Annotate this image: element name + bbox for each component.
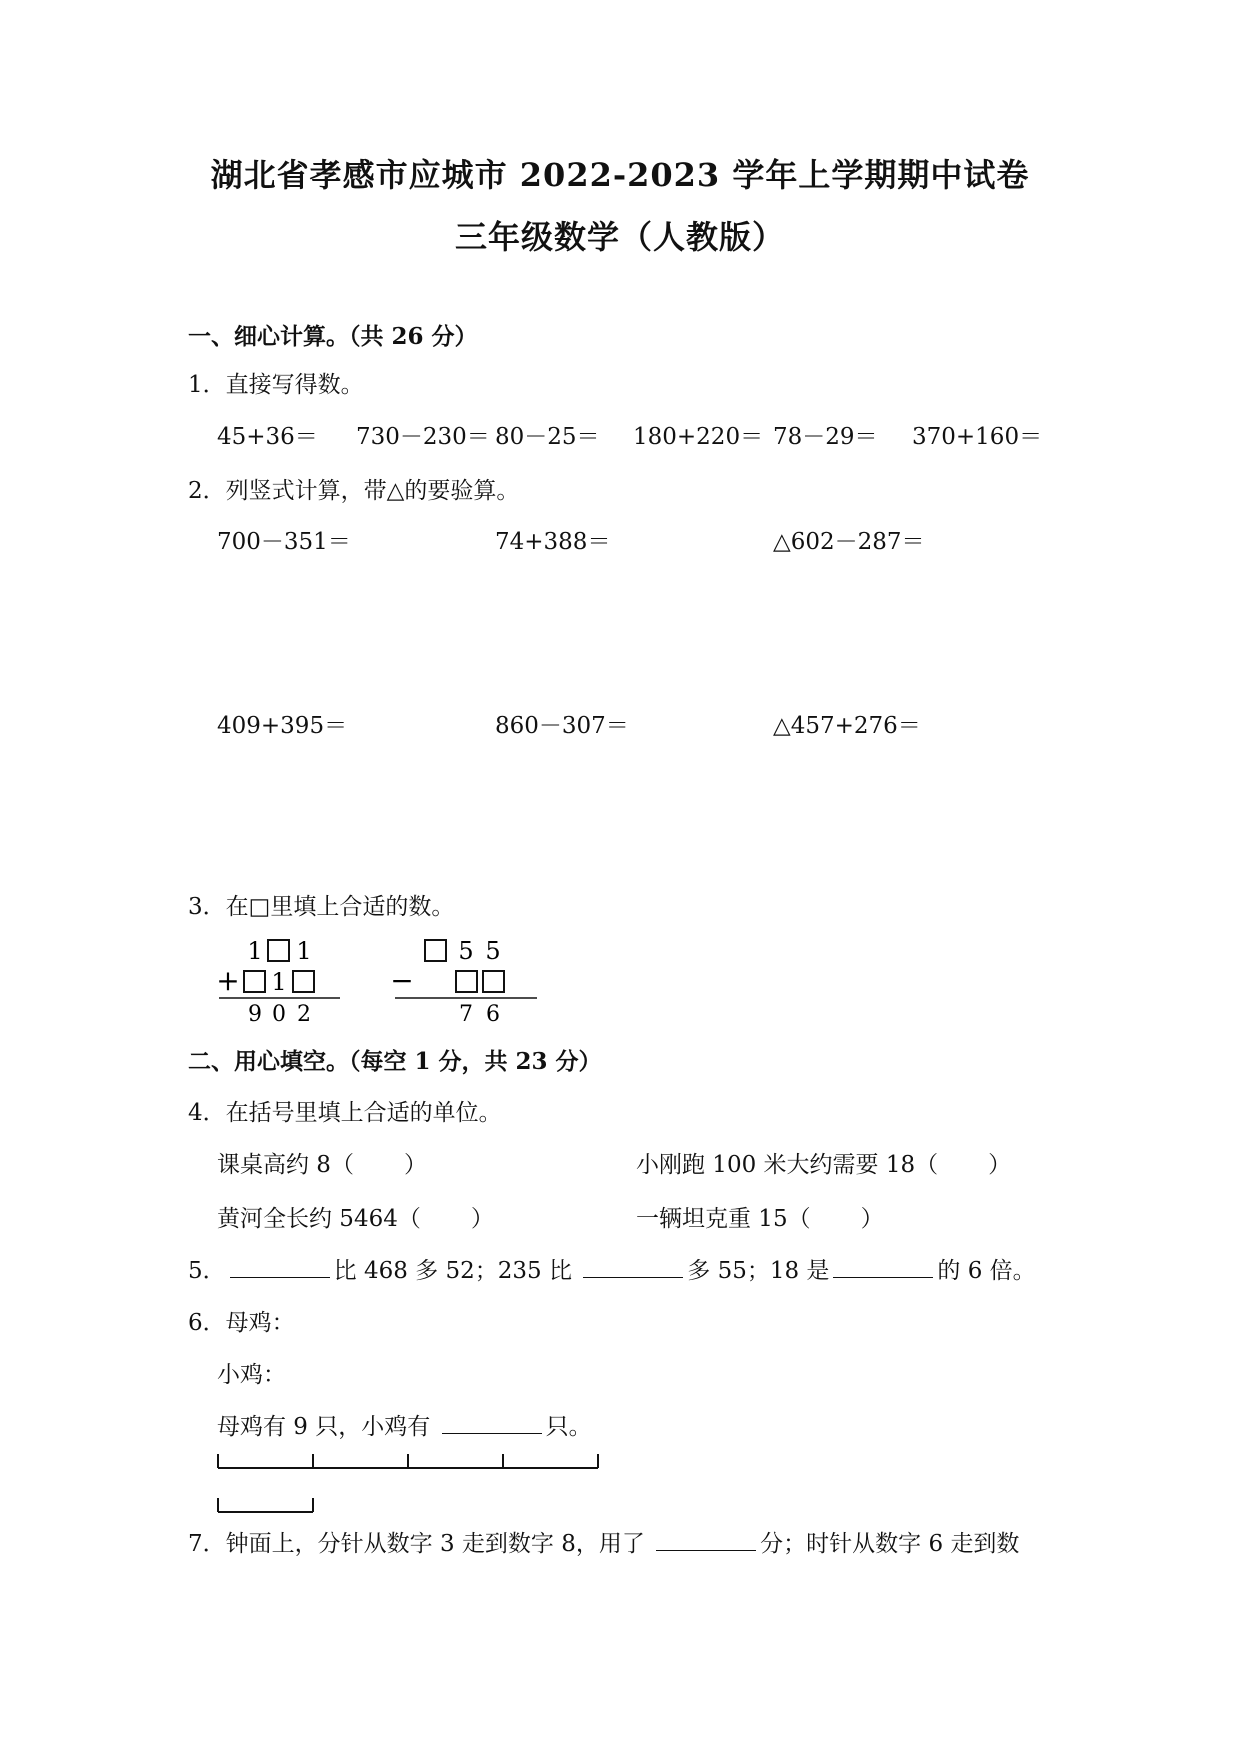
q2-item: 74+388＝ xyxy=(495,529,611,555)
answer-blank[interactable] xyxy=(230,1257,330,1278)
answer-blank[interactable] xyxy=(442,1413,542,1434)
q4-item-text: 课桌高约 8（ xyxy=(217,1152,354,1178)
sub-result-digit: 6 xyxy=(486,1002,500,1024)
q5-text: 多 55；18 是 xyxy=(687,1258,830,1284)
sub-operator: − xyxy=(390,964,414,997)
q2-item: △457+276＝ xyxy=(773,713,921,739)
add-second-digit: 1 xyxy=(271,968,287,996)
q4-item xyxy=(217,1146,427,1179)
page-subtitle: 三年级数学（人教版） xyxy=(454,218,785,256)
section1-heading: 一、细心计算。（共 26 分） xyxy=(188,323,478,350)
q6-text: 母鸡有 9 只，小鸡有 xyxy=(217,1414,438,1440)
q2-label: 2．列竖式计算，带△的要验算。 xyxy=(188,478,520,504)
q2-item: △602－287＝ xyxy=(773,529,925,555)
q1-item: 78－29＝ xyxy=(773,424,878,450)
q5-text: 的 6 倍。 xyxy=(937,1258,1036,1284)
answer-blank[interactable] xyxy=(656,1530,756,1551)
add-top-box[interactable] xyxy=(268,940,289,961)
q2-item: 860－307＝ xyxy=(495,713,629,739)
q6-chick-label: 小鸡： xyxy=(217,1362,286,1388)
q6-label: 6．母鸡： xyxy=(188,1310,295,1336)
sub-top-box[interactable] xyxy=(425,940,446,961)
q4-item-close: ） xyxy=(403,1152,427,1178)
q4-item xyxy=(217,1200,494,1233)
add-top-digit: 1 xyxy=(296,937,312,965)
page-title: 湖北省孝感市应城市 2022-2023 学年上学期期中试卷 xyxy=(210,156,1030,194)
q2-item: 409+395＝ xyxy=(217,713,348,739)
q4-item-text: 一辆坦克重 15（ xyxy=(636,1206,811,1232)
q4-item-close: ） xyxy=(860,1206,884,1232)
q4-item xyxy=(636,1146,1011,1179)
q6-sentence xyxy=(217,1408,592,1441)
sub-top-digit: 5 xyxy=(485,937,501,965)
sub-second-box[interactable] xyxy=(483,971,504,992)
add-result-digit: 2 xyxy=(297,1002,311,1024)
q1-item: 180+220＝ xyxy=(633,424,764,450)
q1-label: 1．直接写得数。 xyxy=(188,372,364,398)
add-result-digit: 0 xyxy=(272,1002,286,1024)
q5-text: 比 468 多 52；235 比 xyxy=(333,1258,580,1284)
q4-item-text: 小刚跑 100 米大约需要 18（ xyxy=(636,1152,939,1178)
q7-text: 7．钟面上，分针从数字 3 走到数字 8，用了 xyxy=(188,1531,653,1557)
q7 xyxy=(188,1525,1019,1558)
q1-item: 80－25＝ xyxy=(495,424,600,450)
section2-heading: 二、用心填空。（每空 1 分，共 23 分） xyxy=(188,1048,602,1075)
q1-item: 730－230＝ xyxy=(356,424,490,450)
q4-item-close: ） xyxy=(988,1152,1012,1178)
q4-label: 4．在括号里填上合适的单位。 xyxy=(188,1100,502,1126)
q7-text: 分；时针从数字 6 走到数 xyxy=(760,1531,1020,1557)
q3-label: 3．在□里填上合适的数。 xyxy=(188,894,455,920)
add-operator: + xyxy=(216,964,240,997)
q6-text: 只。 xyxy=(545,1414,592,1440)
add-top-digit: 1 xyxy=(247,937,263,965)
answer-blank[interactable] xyxy=(833,1257,933,1278)
q3-arithmetic-figure xyxy=(215,932,545,1024)
add-second-box[interactable] xyxy=(244,971,265,992)
q1-item: 370+160＝ xyxy=(912,424,1043,450)
sub-top-digit: 5 xyxy=(458,937,474,965)
q4-item xyxy=(636,1200,884,1233)
add-result-digit: 9 xyxy=(248,1002,262,1024)
q5 xyxy=(188,1252,1036,1285)
sub-second-box[interactable] xyxy=(456,971,477,992)
sub-result-digit: 7 xyxy=(459,1002,473,1024)
q1-item: 45+36＝ xyxy=(217,424,318,450)
add-second-box[interactable] xyxy=(293,971,314,992)
q2-item: 700－351＝ xyxy=(217,529,351,555)
q6-segment-diagram xyxy=(215,1448,615,1518)
q4-item-text: 黄河全长约 5464（ xyxy=(217,1206,421,1232)
q5-num: 5． xyxy=(188,1258,226,1284)
answer-blank[interactable] xyxy=(583,1257,683,1278)
q4-item-close: ） xyxy=(470,1206,494,1232)
